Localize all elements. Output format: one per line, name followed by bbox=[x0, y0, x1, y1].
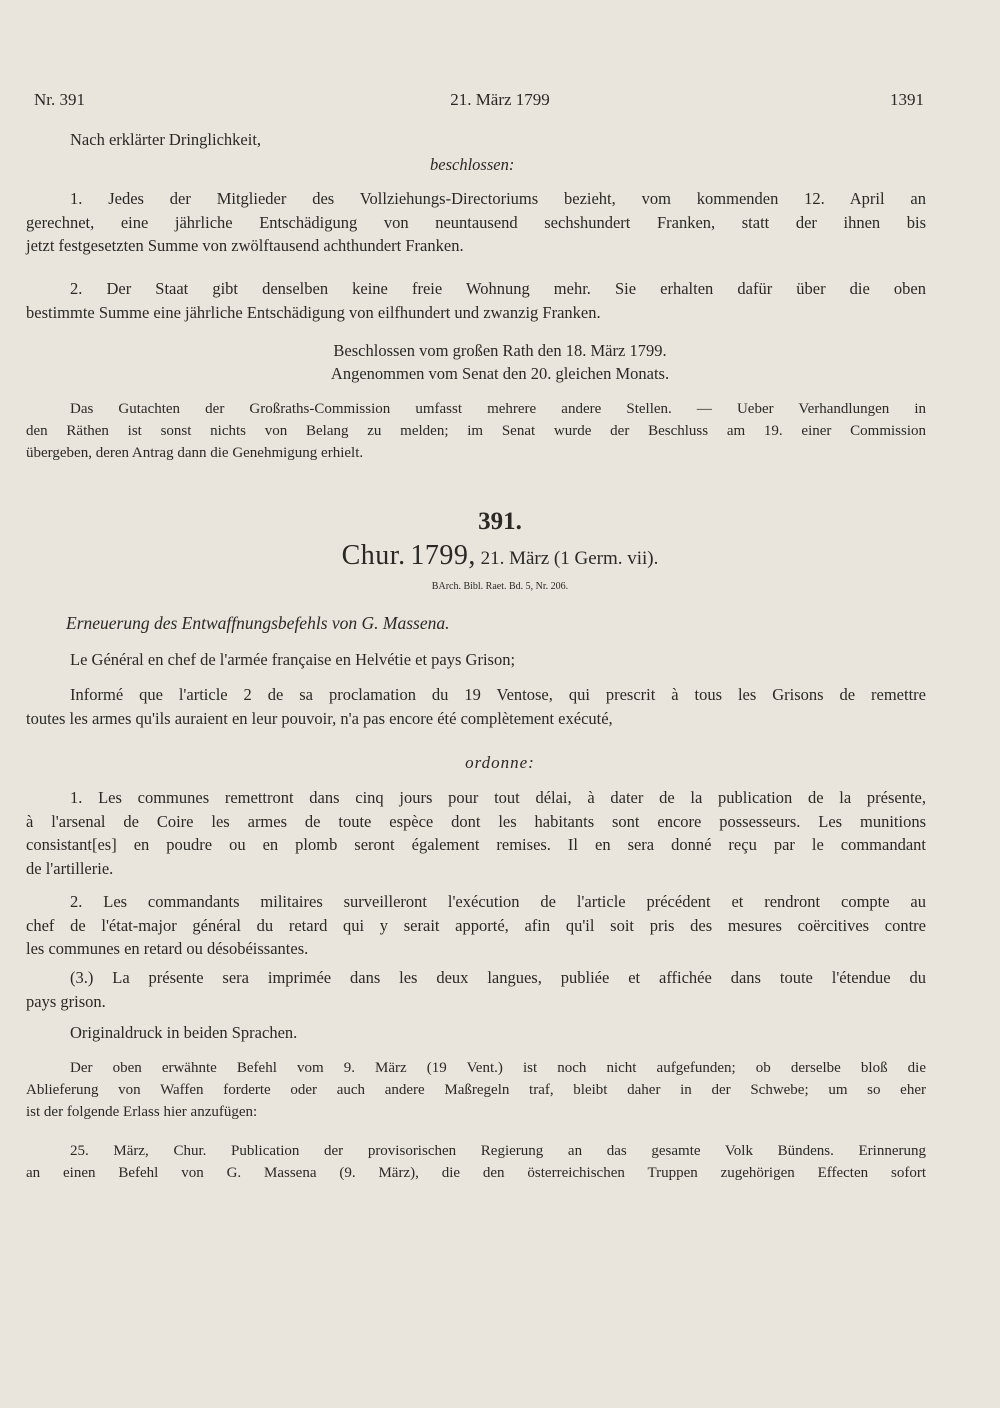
french-informe bbox=[26, 683, 926, 730]
editorial-note bbox=[26, 398, 926, 464]
french-article-3 bbox=[26, 966, 926, 1013]
page-header-number: Nr. 391 bbox=[34, 90, 85, 109]
french-article-2-line: chef de l'état-major général du retard qui y serait apporté, afin qu'il soit pris des mesures coërcitives contre bbox=[26, 915, 926, 935]
french-article-1-line: à l'arsenal de Coire les armes de toute espèce dont les habitants sont encore possesseurs. Les munitions bbox=[26, 811, 926, 831]
resolved-heading: beschlossen: bbox=[430, 155, 515, 174]
paragraph-2 bbox=[26, 277, 926, 324]
decision-council: Beschlossen vom großen Rath den 18. März 1799. bbox=[333, 341, 667, 360]
paragraph-2-line: 2. Der Staat gibt denselben keine freie Wohnung mehr. Sie erhalten dafür über die oben bbox=[70, 279, 926, 298]
commentary-line: Der oben erwähnte Befehl vom 9. März (19 Vent.) ist noch nicht aufgefunden; ob derselbe bloß die bbox=[70, 1060, 926, 1076]
page-header-date: 21. März 1799 bbox=[450, 90, 550, 109]
paragraph-2-line: bestimmte Summe eine jährliche Entschädigung von eilfhundert und zwanzig Franken. bbox=[26, 302, 601, 322]
french-article-2 bbox=[26, 890, 926, 961]
page-header-page: 1391 bbox=[890, 90, 924, 109]
document-title: Erneuerung des Entwaffnungsbefehls von G. Massena. bbox=[66, 613, 450, 633]
french-article-1 bbox=[26, 786, 926, 880]
french-article-1-line: 1. Les communes remettront dans cinq jours pour tout délai, à dater de la publication de la présente, bbox=[70, 788, 926, 807]
editorial-note-line: Das Gutachten der Großraths-Commission umfasst mehrere andere Stellen. — Ueber Verhandlungen in bbox=[70, 401, 926, 417]
french-article-2-line: les communes en retard ou désobéissantes. bbox=[26, 939, 309, 958]
editorial-note-line: den Räthen ist sonst nichts von Belang zu melden; im Senat wurde der Beschluss am 19. einer Commission bbox=[26, 423, 926, 439]
paragraph-1-line: gerechnet, eine jährliche Entschädigung von neuntausend sechshundert Franken, statt der ihnen bis bbox=[26, 212, 926, 232]
french-article-2-line: 2. Les commandants militaires surveilleront l'exécution de l'article précédent et rendront compte au bbox=[70, 892, 926, 911]
ordonne-heading: ordonne: bbox=[465, 753, 535, 772]
document-date: 21. März (1 Germ. vii). bbox=[480, 548, 659, 569]
french-article-1-line: consistant[es] en poudre ou en plomb seront également remises. Il en sera donné reçu par le commandant bbox=[26, 835, 926, 854]
document-year: 1799, bbox=[410, 540, 476, 571]
publication-note-line: an einen Befehl von G. Massena (9. März), die den österreichischen Truppen zugehörigen Effecten sofort bbox=[26, 1165, 926, 1181]
document-number: 391. bbox=[478, 508, 522, 535]
paragraph-1-line: jetzt festgesetzten Summe von zwölftausend achthundert Franken. bbox=[26, 236, 464, 255]
document-source: BArch. Bibl. Raet. Bd. 5, Nr. 206. bbox=[431, 581, 569, 592]
paragraph-1-line: 1. Jedes der Mitglieder des Vollziehungs-Directoriums bezieht, vom kommenden 12. April an bbox=[70, 189, 926, 208]
commentary-line: ist der folgende Erlass hier anzufügen: bbox=[26, 1104, 258, 1120]
intro-line: Nach erklärter Dringlichkeit, bbox=[70, 130, 262, 149]
french-article-3-line: (3.) La présente sera imprimée dans les deux langues, publiée et affichée dans toute l'étendue du bbox=[70, 968, 926, 987]
french-general: Le Général en chef de l'armée française en Helvétie et pays Grison; bbox=[70, 650, 516, 669]
editorial-note-line: übergeben, deren Antrag dann die Genehmigung erhielt. bbox=[26, 445, 364, 461]
publication-note bbox=[26, 1140, 926, 1184]
paragraph-1 bbox=[26, 187, 926, 258]
original-print-note: Originaldruck in beiden Sprachen. bbox=[70, 1023, 298, 1042]
french-informe-line: toutes les armes qu'ils auraient en leur pouvoir, n'a pas encore été complètement exécuté, bbox=[26, 708, 613, 728]
commentary-line: Ablieferung von Waffen forderte oder auch andere Maßregeln traf, bleibt daher in der Schwebe; um so eher bbox=[26, 1082, 926, 1098]
french-informe-line: Informé que l'article 2 de sa proclamation du 19 Ventose, qui prescrit à tous les Grisons de remettre bbox=[70, 685, 926, 704]
decision-senate: Angenommen vom Senat den 20. gleichen Monats. bbox=[330, 364, 670, 383]
document-place: Chur. bbox=[341, 540, 406, 571]
french-article-3-line: pays grison. bbox=[26, 991, 106, 1011]
commentary bbox=[26, 1057, 926, 1123]
publication-note-line: 25. März, Chur. Publication der provisorischen Regierung an das gesamte Volk Bündens. Erinnerung bbox=[70, 1143, 926, 1159]
french-article-1-line: de l'artillerie. bbox=[26, 858, 114, 878]
document-place-date bbox=[0, 540, 1000, 572]
